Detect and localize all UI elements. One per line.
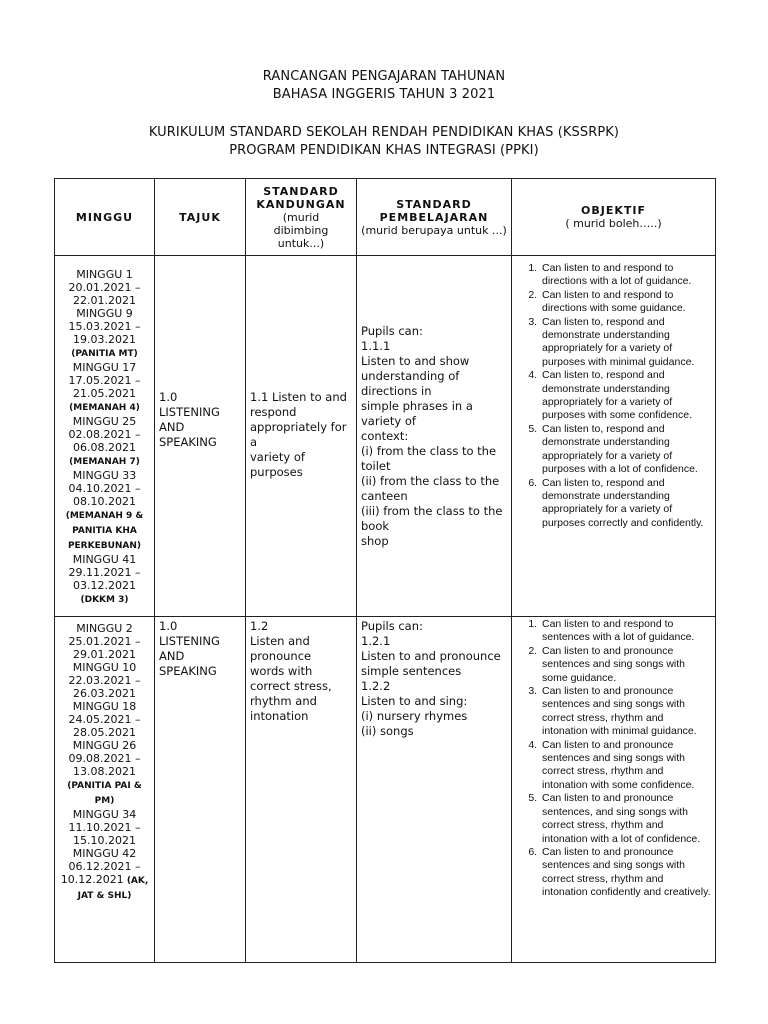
- week-line: [55, 454, 154, 469]
- tajuk-line: LISTENING: [159, 634, 220, 648]
- pembelajaran-cell: [357, 617, 512, 963]
- pembelajaran-line: (ii) from the class to the: [361, 474, 500, 488]
- week-text: 09.08.2021 –: [68, 752, 141, 765]
- pembelajaran-text: [357, 617, 511, 739]
- week-line: [55, 860, 154, 873]
- pembelajaran-text: [357, 256, 511, 549]
- sp-title-2: PEMBELAJARAN: [379, 210, 489, 224]
- week-line: [55, 508, 154, 523]
- pembelajaran-line: context:: [361, 429, 409, 443]
- table-header-row: [55, 179, 716, 256]
- objective-item: 6. Can listen to, respond and demonstrate understanding appropriately for a variety of purposes correctly and confidently.: [540, 477, 711, 531]
- week-line: [55, 579, 154, 592]
- lesson-plan-table: [54, 178, 716, 963]
- week-line: [55, 765, 154, 778]
- week-text: MINGGU 42: [72, 847, 137, 860]
- document-title: [0, 68, 768, 104]
- tajuk-line: SPEAKING: [159, 664, 217, 678]
- week-note: (MEMANAH 4): [69, 403, 140, 413]
- week-text: 19.03.2021: [73, 333, 136, 346]
- tajuk-line: SPEAKING: [159, 435, 217, 449]
- week-text: 06.08.2021: [73, 441, 136, 454]
- week-line: [55, 713, 154, 726]
- pembelajaran-line: shop: [361, 534, 389, 548]
- pembelajaran-line: 1.1.1: [361, 339, 391, 353]
- title-line-2: BAHASA INGGERIS TAHUN 3 2021: [272, 87, 496, 102]
- week-line: [55, 566, 154, 579]
- kandungan-text: [246, 617, 356, 724]
- sk-subtitle: (murid dibimbing untuk...): [273, 210, 329, 250]
- week-note: PERKEBUNAN): [67, 541, 142, 551]
- objektif-list: [512, 617, 715, 900]
- pembelajaran-line: directions in: [361, 384, 432, 398]
- pembelajaran-line: (i) from the class to the: [361, 444, 497, 458]
- objective-item: 4. Can listen to, respond and demonstrate understanding appropriately for a variety of purposes with some confidence.: [540, 369, 711, 423]
- week-line: [55, 495, 154, 508]
- week-line: [55, 482, 154, 495]
- week-line: [55, 374, 154, 387]
- header-objektif: [512, 179, 716, 256]
- week-text: 02.08.2021 –: [68, 428, 141, 441]
- tajuk-cell: [155, 256, 246, 617]
- week-text: 20.01.2021 –: [68, 281, 141, 294]
- pembelajaran-line: (i) nursery rhymes: [361, 709, 468, 723]
- kandungan-cell: [246, 617, 357, 963]
- weeks-cell: [55, 617, 155, 963]
- kandungan-line: rhythm and: [250, 694, 317, 708]
- pembelajaran-line: book: [361, 519, 390, 533]
- week-line: [55, 469, 154, 482]
- objective-item: 1. Can listen to and respond to sentences with a lot of guidance.: [540, 618, 711, 645]
- week-text: MINGGU 1: [76, 268, 133, 281]
- week-line: [55, 888, 154, 903]
- week-line: [55, 346, 154, 361]
- pembelajaran-line: 1.2.2: [361, 679, 391, 693]
- week-text: MINGGU 26: [72, 739, 137, 752]
- kandungan-line: pronounce: [250, 649, 312, 663]
- week-line: [55, 635, 154, 648]
- week-text: MINGGU 9: [76, 307, 133, 320]
- week-text: MINGGU 41: [72, 553, 137, 566]
- week-line: [55, 441, 154, 454]
- table-row: [55, 256, 716, 617]
- pembelajaran-line: (iii) from the class to the: [361, 504, 503, 518]
- objective-item: 2. Can listen to and pronounce sentences and sing songs with some guidance.: [540, 645, 711, 685]
- week-note: PM): [94, 796, 115, 806]
- week-note: (PANITIA MT): [71, 349, 138, 359]
- objective-item: 6. Can listen to and pronounce sentences and sing songs with correct stress, rhythm and intonation confidently and creatively.: [540, 846, 711, 900]
- week-note: (AK,: [123, 876, 149, 886]
- kandungan-line: variety of: [250, 450, 305, 464]
- week-line: [55, 726, 154, 739]
- week-text: 25.01.2021 –: [68, 635, 141, 648]
- tajuk-line: 1.0: [159, 390, 178, 404]
- pembelajaran-line: Pupils can:: [361, 619, 423, 633]
- week-line: [55, 778, 154, 793]
- week-line: [55, 428, 154, 441]
- week-text: 24.05.2021 –: [68, 713, 141, 726]
- week-line: [55, 687, 154, 700]
- week-note: (MEMANAH 7): [69, 457, 140, 467]
- tajuk-line: 1.0: [159, 619, 178, 633]
- tajuk-cell: [155, 617, 246, 963]
- sk-title-2: KANDUNGAN: [256, 197, 346, 211]
- pembelajaran-line: simple phrases in a: [361, 399, 473, 413]
- kandungan-line: appropriately for: [250, 420, 347, 434]
- pembelajaran-line: Listen to and show: [361, 354, 470, 368]
- week-line: [55, 622, 154, 635]
- tajuk-line: LISTENING: [159, 405, 220, 419]
- week-line: [55, 808, 154, 821]
- week-text: 06.12.2021 –: [68, 860, 141, 873]
- week-note: (MEMANAH 9 &: [65, 511, 144, 521]
- week-text: 08.10.2021: [73, 495, 136, 508]
- week-text: 22.01.2021: [73, 294, 136, 307]
- header-tajuk: TAJUK: [155, 179, 246, 256]
- tajuk-line: AND: [159, 420, 185, 434]
- kandungan-line: intonation: [250, 709, 309, 723]
- kandungan-line: 1.2: [250, 619, 269, 633]
- week-line: [55, 661, 154, 674]
- header-minggu: MINGGU: [55, 179, 155, 256]
- week-line: [55, 333, 154, 346]
- week-text: 03.12.2021: [73, 579, 136, 592]
- pembelajaran-line: canteen: [361, 489, 408, 503]
- week-line: [55, 538, 154, 553]
- week-text: 29.01.2021: [73, 648, 136, 661]
- pembelajaran-line: Listen to and sing:: [361, 694, 468, 708]
- week-text: MINGGU 17: [72, 361, 137, 374]
- week-line: [55, 793, 154, 808]
- week-text: 10.12.2021: [60, 873, 124, 886]
- pembelajaran-line: understanding of: [361, 369, 460, 383]
- pembelajaran-cell: [357, 256, 512, 617]
- week-text: 04.10.2021 –: [68, 482, 141, 495]
- week-text: 11.10.2021 –: [68, 821, 141, 834]
- kandungan-line: a: [250, 435, 258, 449]
- week-line: [55, 592, 154, 607]
- kandungan-line: Listen and: [250, 634, 310, 648]
- week-text: 28.05.2021: [73, 726, 136, 739]
- week-text: 29.11.2021 –: [68, 566, 141, 579]
- week-list: [55, 268, 154, 607]
- week-text: MINGGU 2: [76, 622, 133, 635]
- pembelajaran-line: Pupils can:: [361, 324, 423, 338]
- week-note: (PANITIA PAI &: [67, 781, 142, 791]
- week-line: [55, 674, 154, 687]
- week-text: MINGGU 18: [72, 700, 137, 713]
- week-text: 21.05.2021: [73, 387, 136, 400]
- pembelajaran-line: 1.2.1: [361, 634, 391, 648]
- week-line: [55, 281, 154, 294]
- kandungan-line: 1.1 Listen to and: [250, 390, 347, 404]
- header-standard-kandungan: [246, 179, 357, 256]
- week-list: [55, 622, 154, 903]
- header-standard-pembelajaran: [357, 179, 512, 256]
- sp-title-1: STANDARD: [396, 197, 472, 211]
- week-line: [55, 648, 154, 661]
- sp-subtitle: (murid berupaya untuk ...): [361, 223, 507, 237]
- week-line: [55, 415, 154, 428]
- week-line: [55, 847, 154, 860]
- pembelajaran-line: variety of: [361, 414, 416, 428]
- week-line: [55, 361, 154, 374]
- week-line: [55, 739, 154, 752]
- pembelajaran-line: simple sentences: [361, 664, 462, 678]
- week-text: MINGGU 25: [72, 415, 137, 428]
- week-line: [55, 307, 154, 320]
- week-line: [55, 700, 154, 713]
- kandungan-line: correct stress,: [250, 679, 332, 693]
- table-row: [55, 617, 716, 963]
- kandungan-line: respond: [250, 405, 297, 419]
- title-line-1: RANCANGAN PENGAJARAN TAHUNAN: [262, 69, 506, 84]
- pembelajaran-line: toilet: [361, 459, 391, 473]
- kandungan-text: [246, 256, 356, 480]
- week-text: MINGGU 10: [72, 661, 137, 674]
- week-line: [55, 268, 154, 281]
- week-note: JAT & SHL): [77, 891, 132, 901]
- week-text: 15.03.2021 –: [68, 320, 141, 333]
- week-line: [55, 553, 154, 566]
- kandungan-line: words with: [250, 664, 313, 678]
- objektif-cell: [512, 256, 716, 617]
- week-text: MINGGU 34: [72, 808, 137, 821]
- objektif-cell: [512, 617, 716, 963]
- weeks-cell: [55, 256, 155, 617]
- objektif-list: [512, 256, 715, 530]
- week-line: [55, 294, 154, 307]
- week-text: 15.10.2021: [73, 834, 136, 847]
- obj-title: OBJEKTIF: [581, 204, 646, 217]
- objective-item: 3. Can listen to, respond and demonstrate understanding appropriately for a variety of purposes with minimal guidance.: [540, 316, 711, 370]
- week-line: [55, 821, 154, 834]
- objective-item: 3. Can listen to and pronounce sentences and sing songs with correct stress, rhythm and intonation with minimal guidance.: [540, 685, 711, 739]
- week-line: [55, 400, 154, 415]
- week-line: [55, 320, 154, 333]
- week-line: [55, 834, 154, 847]
- week-text: MINGGU 33: [72, 469, 137, 482]
- pembelajaran-line: (ii) songs: [361, 724, 414, 738]
- week-text: 13.08.2021: [73, 765, 136, 778]
- week-text: 26.03.2021: [73, 687, 136, 700]
- week-line: [55, 752, 154, 765]
- sk-title-1: STANDARD: [263, 184, 339, 198]
- week-note: PANITIA KHA: [72, 526, 137, 536]
- week-line: [55, 387, 154, 400]
- objective-item: 5. Can listen to and pronounce sentences, and sing songs with correct stress, rhythm and intonation with a lot of confidence.: [540, 792, 711, 846]
- objective-item: 2. Can listen to and respond to directions with some guidance.: [540, 289, 711, 316]
- tajuk-text: [155, 256, 245, 450]
- week-text: 17.05.2021 –: [68, 374, 141, 387]
- kandungan-cell: [246, 256, 357, 617]
- obj-subtitle: ( murid boleh…..): [565, 217, 662, 230]
- objective-item: 5. Can listen to, respond and demonstrate understanding appropriately for a variety of purposes with a lot of confidence.: [540, 423, 711, 477]
- tajuk-line: AND: [159, 649, 185, 663]
- week-line: [55, 523, 154, 538]
- subtitle-line-2: PROGRAM PENDIDIKAN KHAS INTEGRASI (PPKI): [229, 143, 539, 158]
- objective-item: 4. Can listen to and pronounce sentences and sing songs with correct stress, rhythm and intonation with some confidence.: [540, 739, 711, 793]
- pembelajaran-line: Listen to and pronounce: [361, 649, 501, 663]
- tajuk-text: [155, 617, 245, 679]
- week-line: [55, 873, 154, 888]
- week-text: 22.03.2021 –: [68, 674, 141, 687]
- week-note: (DKKM 3): [80, 595, 129, 605]
- document-subtitle: [0, 124, 768, 160]
- objective-item: 1. Can listen to and respond to directions with a lot of guidance.: [540, 262, 711, 289]
- kandungan-line: purposes: [250, 465, 303, 479]
- subtitle-line-1: KURIKULUM STANDARD SEKOLAH RENDAH PENDIDIKAN KHAS (KSSRPK): [148, 125, 620, 140]
